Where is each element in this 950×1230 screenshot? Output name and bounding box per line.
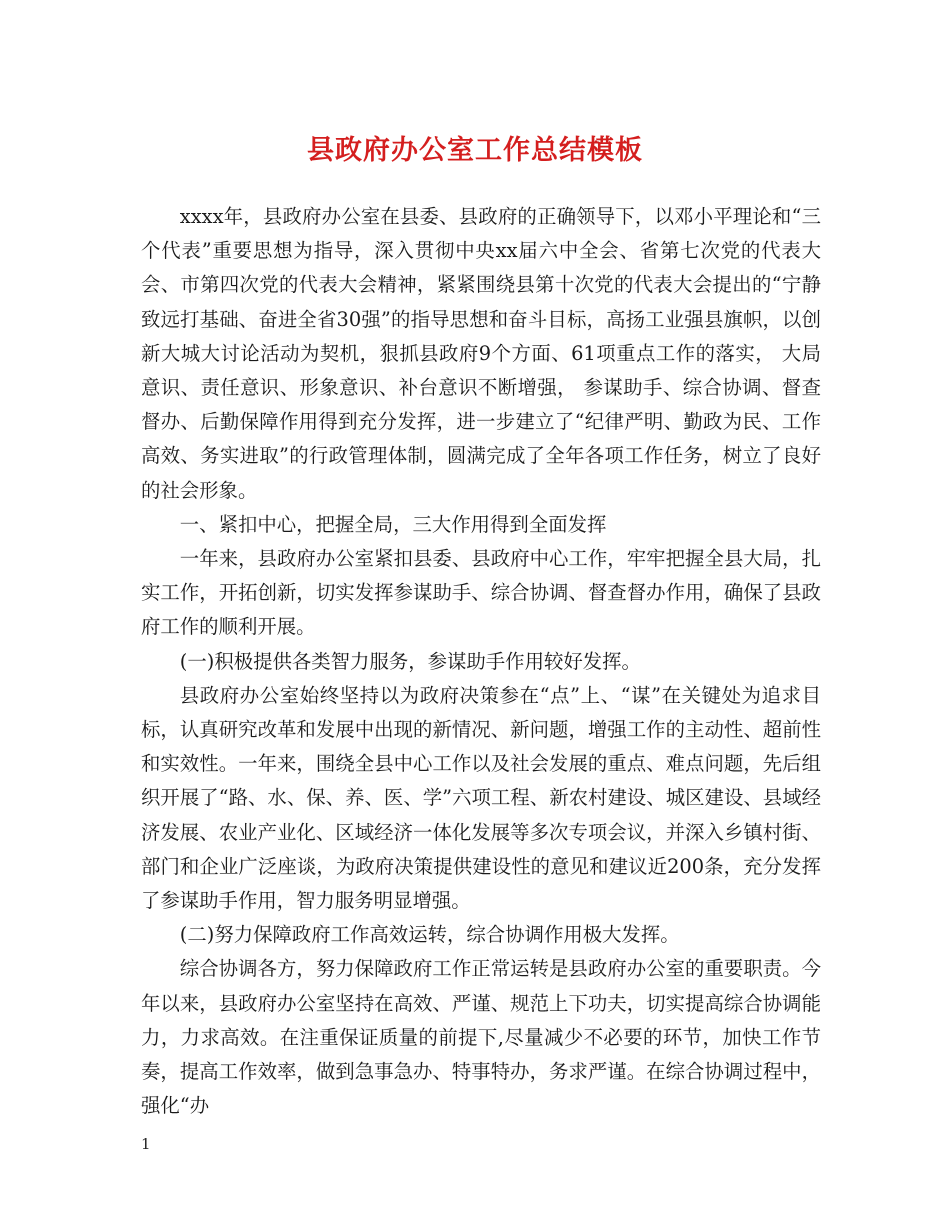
subsection-heading-2: (二)努力保障政府工作高效运转，综合协调作用极大发挥。 <box>179 923 680 947</box>
paragraph-intro: xxxx年，县政府办公室在县委、县政府的正确领导下，以邓小平理论和“三个代表”重要思想为指导，深入贯彻中央xx届六中全会、省第七次党的代表大会、市第四次党的代表大会精神，紧紧围绕县第十次党的代表大会提出的“宁静致远打基础、奋进全省30强”的指导思想和奋斗目标，高扬工业强县旗帜，以创新大城大讨论活动为契机，狠抓县政府9个方面、61项重点工作的落实， 大局意识、责任意识、形象意识、补台意识不断增强， 参谋助手、综合协调、督查督办、后勤保障作用得到充分发挥，进一步建立了“纪律严明、勤政为民、工作高效、务实进取”的行政管理体制，圆满完成了全年各项工作任务，树立了良好的社会形象。 <box>141 205 821 502</box>
paragraph-section-1: 一年来，县政府办公室紧扣县委、县政府中心工作，牢牢把握全县大局，扎实工作，开拓创新，切实发挥参谋助手、综合协调、督查督办作用，确保了县政府工作的顺利开展。 <box>141 547 821 639</box>
paragraph-subsection-1: 县政府办公室始终坚持以为政府决策参在“点”上、“谋”在关键处为追求目标，认真研究改革和发展中出现的新情况、新问题，增强工作的主动性、超前性和实效性。一年来，围绕全县中心工作以及社会发展的重点、难点问题，先后组织开展了“路、水、保、养、医、学”六项工程、新农村建设、城区建设、县域经济发展、农业产业化、区域经济一体化发展等多次专项会议，并深入乡镇村街、部门和企业广泛座谈，为政府决策提供建设性的意见和建议近200条，充分发挥了参谋助手作用，智力服务明显增强。 <box>141 683 821 913</box>
subsection-heading-1: (一)积极提供各类智力服务，参谋助手作用较好发挥。 <box>179 649 641 673</box>
document-title: 县政府办公室工作总结模板 <box>307 135 643 166</box>
paragraph-subsection-2: 综合协调各方，努力保障政府工作正常运转是县政府办公室的重要职责。今年以来，县政府办公室坚持在高效、严谨、规范上下功夫，切实提高综合协调能力，力求高效。在注重保证质量的前提下,尽量减少不必要的环节，加快工作节奏，提高工作效率，做到急事急办、特事特办，务求严谨。在综合协调过程中，强化“办 <box>141 957 821 1118</box>
section-heading-1: 一、紧扣中心，把握全局，三大作用得到全面发挥 <box>179 512 607 536</box>
document-body <box>141 200 821 1123</box>
page-number: 1 <box>141 1135 151 1153</box>
